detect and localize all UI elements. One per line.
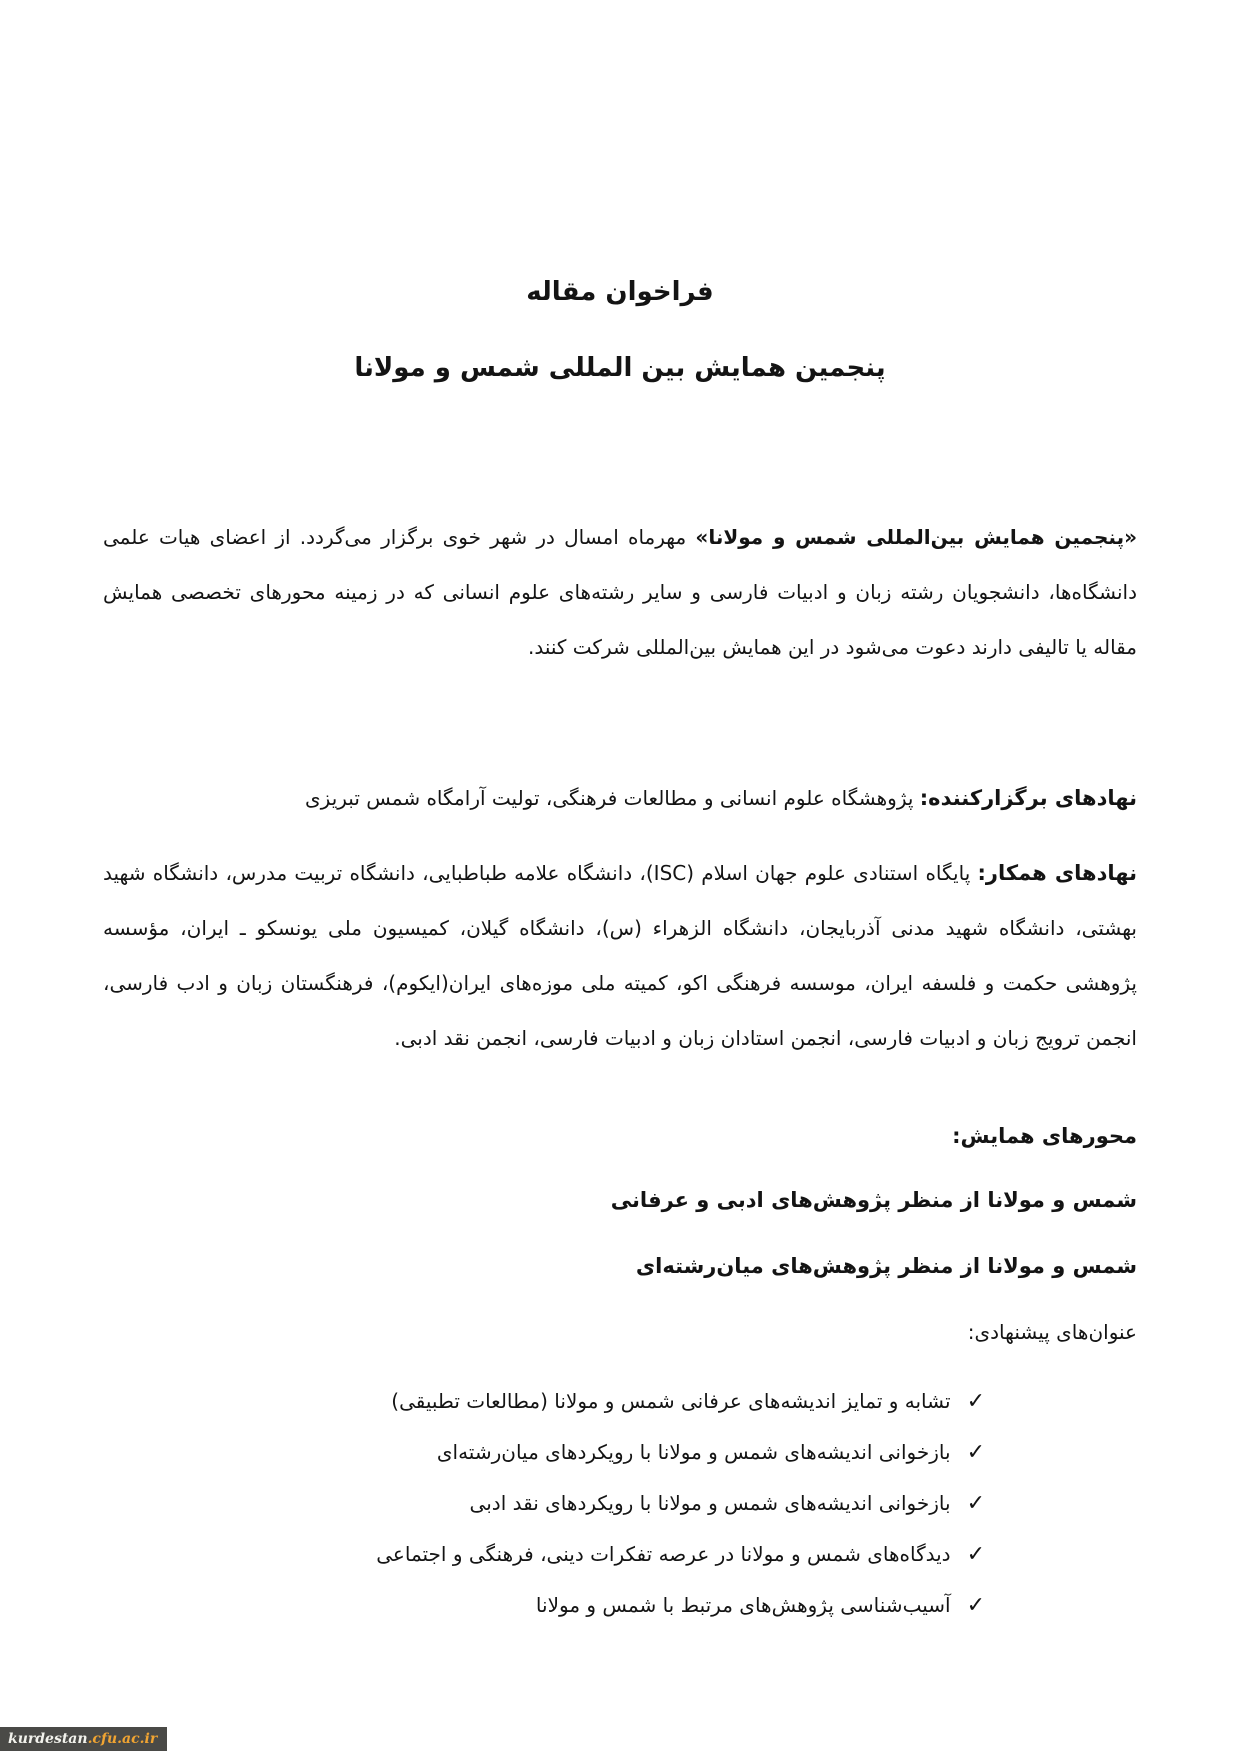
topic-text: آسیب‌شناسی پژوهش‌های مرتبط با شمس و مولانا (535, 1593, 951, 1617)
document-title: فراخوان مقاله (526, 277, 714, 307)
topic-text: تشابه و تمایز اندیشه‌های عرفانی شمس و مولانا (مطالعات تطبیقی) (391, 1389, 951, 1413)
intro-text: مهرماه امسال در شهر خوی برگزار می‌گردد. از اعضای هیات علمی دانشگاه‌ها، دانشجویان رشته زبان و ادبیات فارسی و سایر رشته‌های علوم انسانی که در زمینه محورهای تخصصی همایش مقاله یا تالیفی دارند دعوت می‌شود در این همایش بین‌المللی شرکت کنند. (103, 525, 1137, 659)
check-icon: ✓ (966, 1440, 985, 1465)
partners-text: پایگاه استنادی علوم جهان اسلام (ISC)، دانشگاه علامه طباطبایی، دانشگاه تربیت مدرس، دانشگاه شهید بهشتی، دانشگاه شهید مدنی آذربایجان، دانشگاه الزهراء (س)، دانشگاه گیلان، کمیسیون ملی یونسکو ـ ایران، مؤسسه پژوهشی حکمت و فلسفه ایران، موسسه فرهنگی اکو، کمیته ملی موزه‌های ایران(ایکوم)، فرهنگستان زبان و ادب فارسی، انجمن ترویج زبان و ادبیات فارسی، انجمن استادان زبان و ادبیات فارسی، انجمن نقد ادبی. (103, 861, 1137, 1050)
topic-item (103, 1580, 985, 1631)
check-icon: ✓ (966, 1491, 985, 1516)
intro-bold-lead: «پنجمین همایش بین‌المللی شمس و مولانا» (695, 525, 1138, 549)
organizers-label: نهادهای برگزارکننده: (919, 786, 1137, 810)
topic-item (103, 1427, 985, 1478)
topic-text: بازخوانی اندیشه‌های شمس و مولانا با رویکردهای میان‌رشته‌ای (436, 1440, 951, 1464)
check-icon: ✓ (966, 1542, 985, 1567)
topic-item (103, 1478, 985, 1529)
partners-label: نهادهای همکار: (977, 861, 1138, 885)
intro-paragraph (103, 510, 1137, 675)
watermark-site-name: kurdestan (8, 1731, 88, 1747)
document-content (0, 272, 1240, 1631)
topic-item (103, 1529, 985, 1580)
topic-text: دیدگاه‌های شمس و مولانا در عرصه تفکرات دینی، فرهنگی و اجتماعی (376, 1542, 951, 1566)
watermark-site-domain: .cfu.ac.ir (87, 1731, 158, 1747)
organizers-text: پژوهشگاه علوم انسانی و مطالعات فرهنگی، تولیت آرامگاه شمس تبریزی (305, 786, 920, 810)
site-watermark (0, 1727, 167, 1751)
topic-item (103, 1376, 985, 1427)
themes-heading: محورهای همایش: (952, 1124, 1137, 1148)
document-subtitle: پنجمین همایش بین المللی شمس و مولانا (354, 353, 886, 383)
partners-paragraph (103, 846, 1137, 1066)
theme-item: شمس و مولانا از منظر پژوهش‌های ادبی و عرفانی (610, 1188, 1137, 1212)
organizers-line (103, 771, 1137, 826)
theme-item: شمس و مولانا از منظر پژوهش‌های میان‌رشته‌ای (635, 1254, 1137, 1278)
themes-list (103, 1180, 1137, 1286)
topic-text: بازخوانی اندیشه‌های شمس و مولانا با رویکردهای نقد ادبی (469, 1491, 951, 1515)
check-icon: ✓ (966, 1593, 985, 1618)
suggested-topics-list (103, 1376, 985, 1631)
check-icon: ✓ (966, 1389, 985, 1414)
suggested-titles-label: عنوان‌های پیشنهادی: (967, 1320, 1137, 1344)
